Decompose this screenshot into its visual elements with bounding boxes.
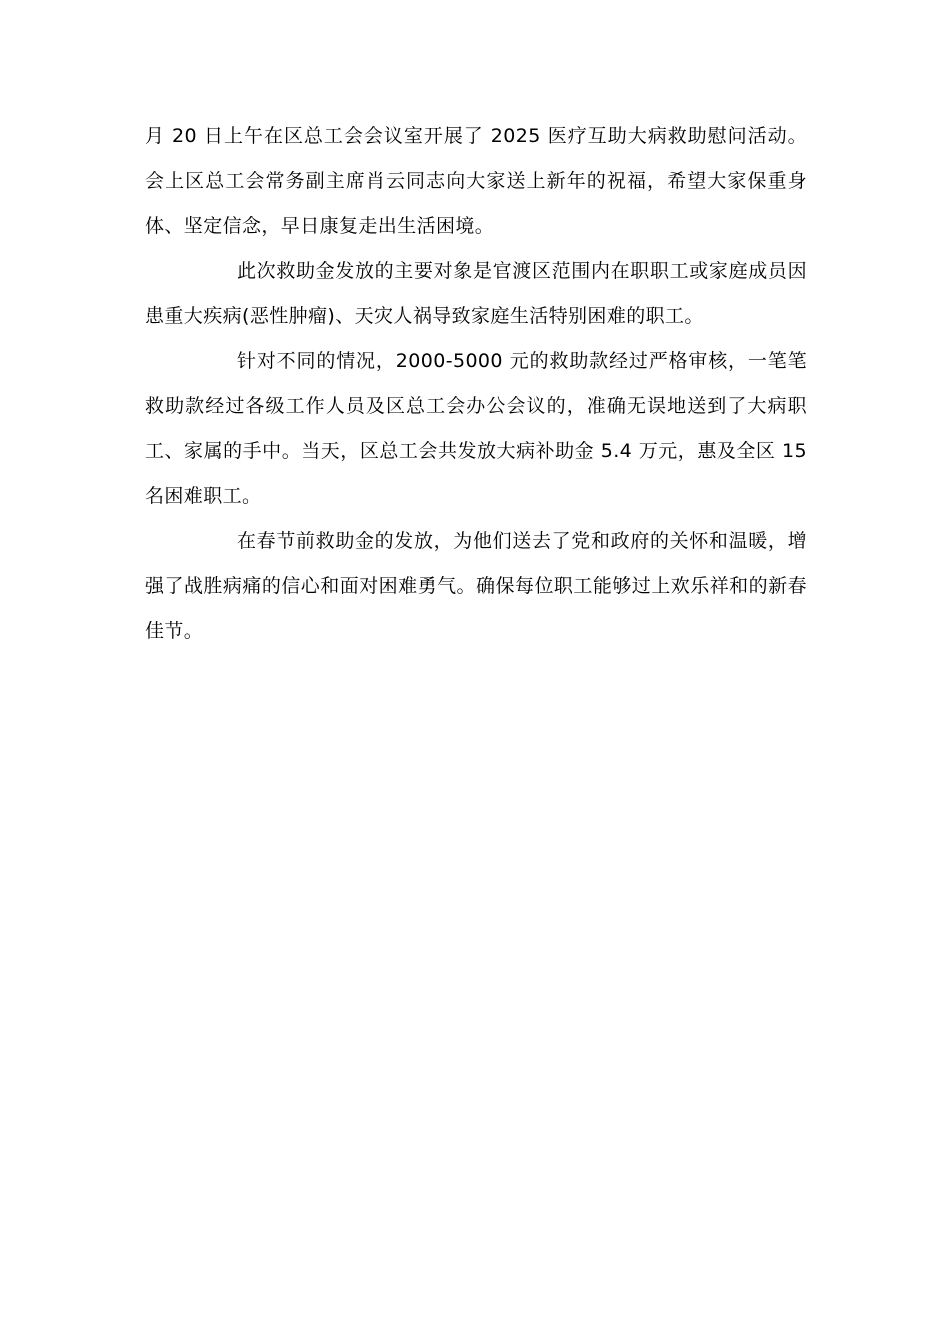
paragraph-funds: 针对不同的情况，2000-5000 元的救助款经过严格审核，一笔笔救助款经过各级工作人员及区总工会办公会议的，准确无误地送到了大病职工、家属的手中。当天，区总工会共发放大病补助金 5.4 万元，惠及全区 15 名困难职工。 — [145, 350, 807, 507]
paragraph-activity: 月 20 日上午在区总工会会议室开展了 2025 医疗互助大病救助慰问活动。会上区总工会常务副主席肖云同志向大家送上新年的祝福，希望大家保重身体、坚定信念，早日康复走出生活困境。 — [145, 125, 807, 237]
paragraph-recipients: 此次救助金发放的主要对象是官渡区范围内在职职工或家庭成员因患重大疾病(恶性肿瘤)、天灾人祸导致家庭生活特别困难的职工。 — [145, 260, 807, 327]
document-body — [145, 114, 807, 654]
paragraph-spring-festival: 在春节前救助金的发放，为他们送去了党和政府的关怀和温暖，增强了战胜病痛的信心和面对困难勇气。确保每位职工能够过上欢乐祥和的新春佳节。 — [145, 530, 807, 642]
